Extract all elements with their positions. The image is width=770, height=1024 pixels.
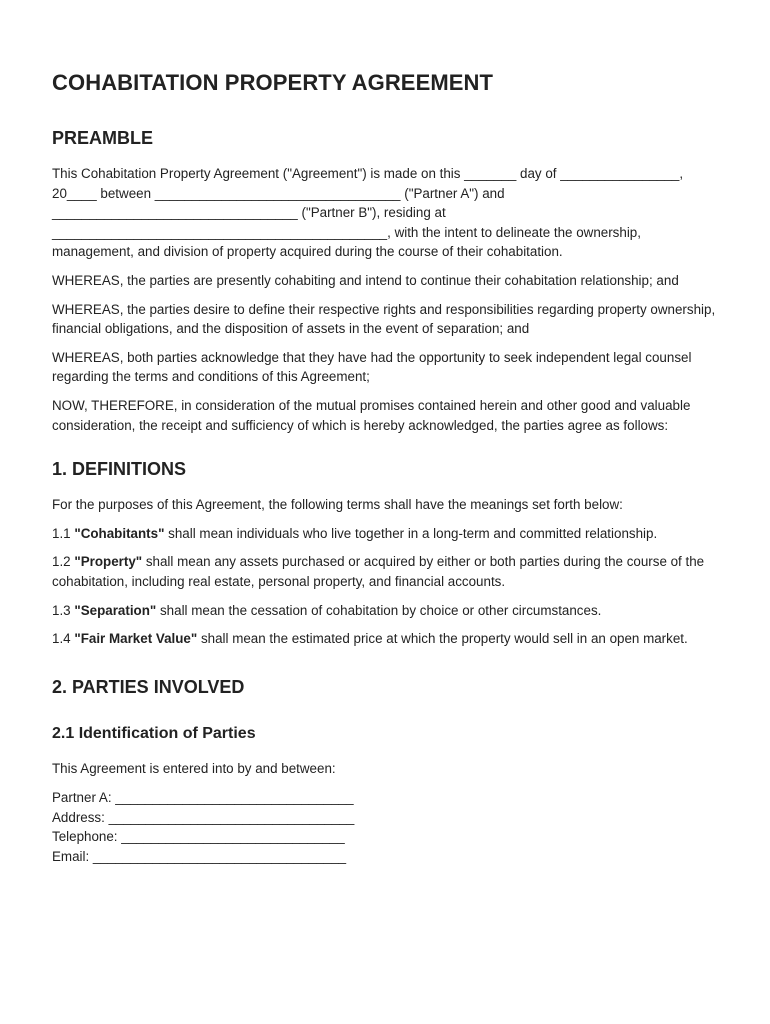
- definition-item: [52, 601, 718, 621]
- whereas-paragraph: WHEREAS, the parties are presently cohabiting and intend to continue their cohabitation relationship; and: [52, 272, 679, 288]
- whereas-paragraph: WHEREAS, both parties acknowledge that they have had the opportunity to seek independent legal counsel regarding the terms and conditions of this Agreement;: [52, 349, 692, 385]
- definitions-section: [52, 457, 718, 649]
- definition-text: shall mean the cessation of cohabitation by choice or other circumstances.: [156, 602, 602, 618]
- preamble-heading: PREAMBLE: [52, 128, 154, 148]
- definitions-heading: 1. DEFINITIONS: [52, 459, 187, 480]
- document-title: COHABITATION PROPERTY AGREEMENT: [52, 70, 494, 95]
- definitions-intro: For the purposes of this Agreement, the following terms shall have the meanings set forth below:: [52, 497, 623, 513]
- definition-term: "Property": [74, 554, 143, 570]
- definition-number: 1.2: [52, 554, 71, 570]
- telephone-field: Telephone: ______________________________: [52, 829, 345, 845]
- definition-number: 1.1: [52, 525, 71, 541]
- definition-number: 1.3: [52, 602, 71, 618]
- parties-intro: This Agreement is entered into by and between:: [52, 760, 336, 776]
- definition-term: "Separation": [74, 602, 157, 618]
- definition-number: 1.4: [52, 631, 71, 647]
- definition-term: "Cohabitants": [74, 525, 165, 541]
- definition-item: [52, 552, 718, 591]
- parties-section: [52, 675, 718, 867]
- definition-text: shall mean any assets purchased or acquired by either or both parties during the course of the cohabitation, including real estate, personal property, and financial accounts.: [52, 554, 705, 589]
- definition-text: shall mean the estimated price at which the property would sell in an open market.: [197, 631, 688, 647]
- parties-subheading: 2.1 Identification of Parties: [52, 724, 256, 742]
- preamble-section: [52, 126, 718, 435]
- now-therefore-paragraph: NOW, THEREFORE, in consideration of the mutual promises contained herein and other good and valuable consideration, the receipt and sufficiency of which is hereby acknowledged, the parties agree as follows:: [52, 397, 691, 433]
- definition-term: "Fair Market Value": [74, 631, 198, 647]
- party-fields: [52, 788, 718, 866]
- address-field: Address: _________________________________: [52, 809, 355, 825]
- parties-heading: 2. PARTIES INVOLVED: [52, 676, 245, 697]
- partner-a-field: Partner A: ________________________________: [52, 790, 354, 806]
- preamble-paragraph: This Cohabitation Property Agreement ("Agreement") is made on this _______ day of ________________, 20____ between _________________________________ ("Partner A") and _________________________________ ("Partner B"), residing at _____________________________________________, with the intent to delineate the ownership, management, and division of property acquired during the course of their cohabitation.: [52, 166, 684, 260]
- definition-item: [52, 629, 718, 649]
- definition-item: [52, 524, 718, 544]
- email-field: Email: __________________________________: [52, 849, 347, 865]
- definition-text: shall mean individuals who live together in a long-term and committed relationship.: [164, 525, 658, 541]
- whereas-paragraph: WHEREAS, the parties desire to define their respective rights and responsibilities regarding property ownership, financial obligations, and the disposition of assets in the event of separation; and: [52, 301, 716, 337]
